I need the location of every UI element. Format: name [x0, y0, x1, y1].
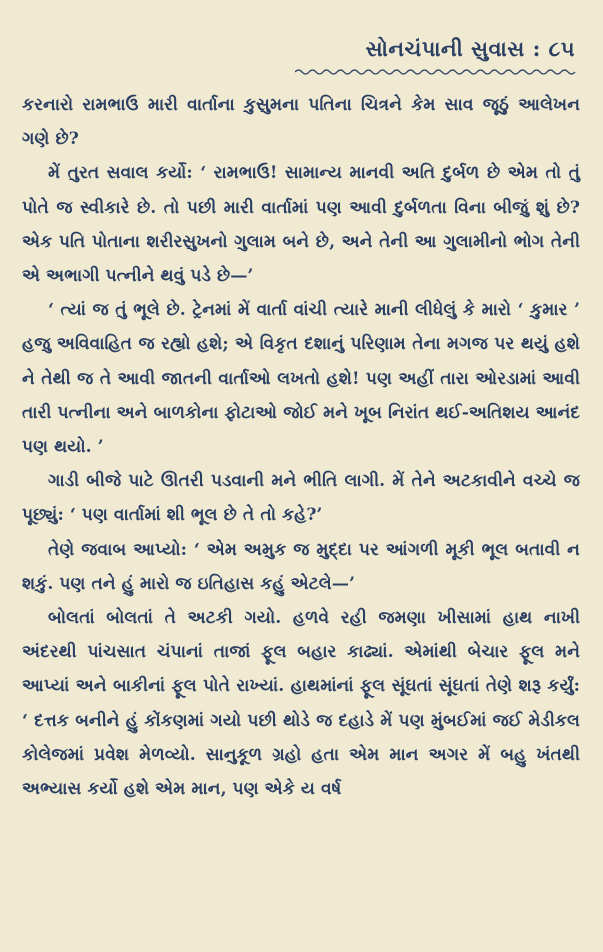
- paragraph-1: કરનારો રામભાઉ મારી વાર્તાના કુસુમના પતિના ચિત્રને કેમ સાવ જૂઠું આલેખન ગણે છે?: [22, 95, 580, 150]
- header-wavy-rule: [295, 68, 577, 76]
- paragraph-4: ગાડી બીજે પાટે ઊતરી પડવાની મને ભીતિ લાગી. મેં તેને અટકાવીને વચ્ચે જ પૂછ્યું: ‘ પણ વાર્તામાં શી ભૂલ છે તે તો કહે?’: [22, 471, 580, 526]
- body-text: [22, 88, 580, 806]
- paragraph-2: મેં તુરત સવાલ કર્યો: ‘ રામભાઉ! સામાન્ય માનવી અતિ દુર્બળ છે એમ તો તું પોતે જ સ્વીકારે છે. તો પછી મારી વાર્તામાં પણ આવી દુર્બળતા વિના બીજું શું છે? એક પતિ પોતાના શરીરસુખનો ગુલામ બને છે, અને તેની આ ગુલામીનો ભોગ તેની એ અભાગી પત્નીને થવું પડે છે—’: [22, 163, 580, 287]
- paragraph-6: બોલતાં બોલતાં તે અટકી ગયો. હળવે રહી જમણા ખીસામાં હાથ નાખી અંદરથી પાંચસાત ચંપાનાં તાજાં ફૂલ બહાર કાઢ્યાં. એમાંથી બેચાર ફૂલ મને આપ્યાં અને બાકીનાં ફૂલ પોતે રાખ્યાં. હાથમાંનાં ફૂલ સૂંઘતાં સૂંઘતાં તેણે શરૂ કર્યું: ‘ દત્તક બનીને હું કોંકણમાં ગયો પછી થોડે જ દહાડે મેં પણ મુંબઈમાં જઈ મેડીકલ કોલેજમાં પ્રવેશ મેળવ્યો. સાનુકૂળ ગ્રહો હતા એમ માન અગર મેં બહુ ખંતથી અભ્યાસ કર્યો હશે એમ માન, પણ એકે ય વર્ષ: [22, 608, 580, 800]
- paragraph-5: તેણે જવાબ આપ્યો: ‘ એમ અમુક જ મુદ્દા પર આંગળી મૂકી ભૂલ બતાવી ન શકું. પણ તને હું મારો જ ઇતિહાસ કહું એટલે—’: [22, 539, 580, 594]
- paragraph-3: ‘ ત્યાં જ તું ભૂલે છે. ટ્રેનમાં મેં વાર્તા વાંચી ત્યારે માની લીધેલું કે મારો ‘ કુમાર ’ હજુ અવિવાહિત જ રહ્યો હશે; એ વિકૃત દશાનું પરિણામ તેના મગજ પર થયું હશે ને તેથી જ તે આવી જાતની વાર્તાઓ લખતો હશે! પણ અહીં તારા ઓરડામાં આવી તારી પત્નીના અને બાળકોના ફોટાઓ જોઈ મને ખૂબ નિરાંત થઈ-અતિશય આનંદ પણ થયો. ’: [22, 300, 580, 458]
- running-header: સોનચંપાની સુવાસ : ૮૫: [365, 36, 575, 61]
